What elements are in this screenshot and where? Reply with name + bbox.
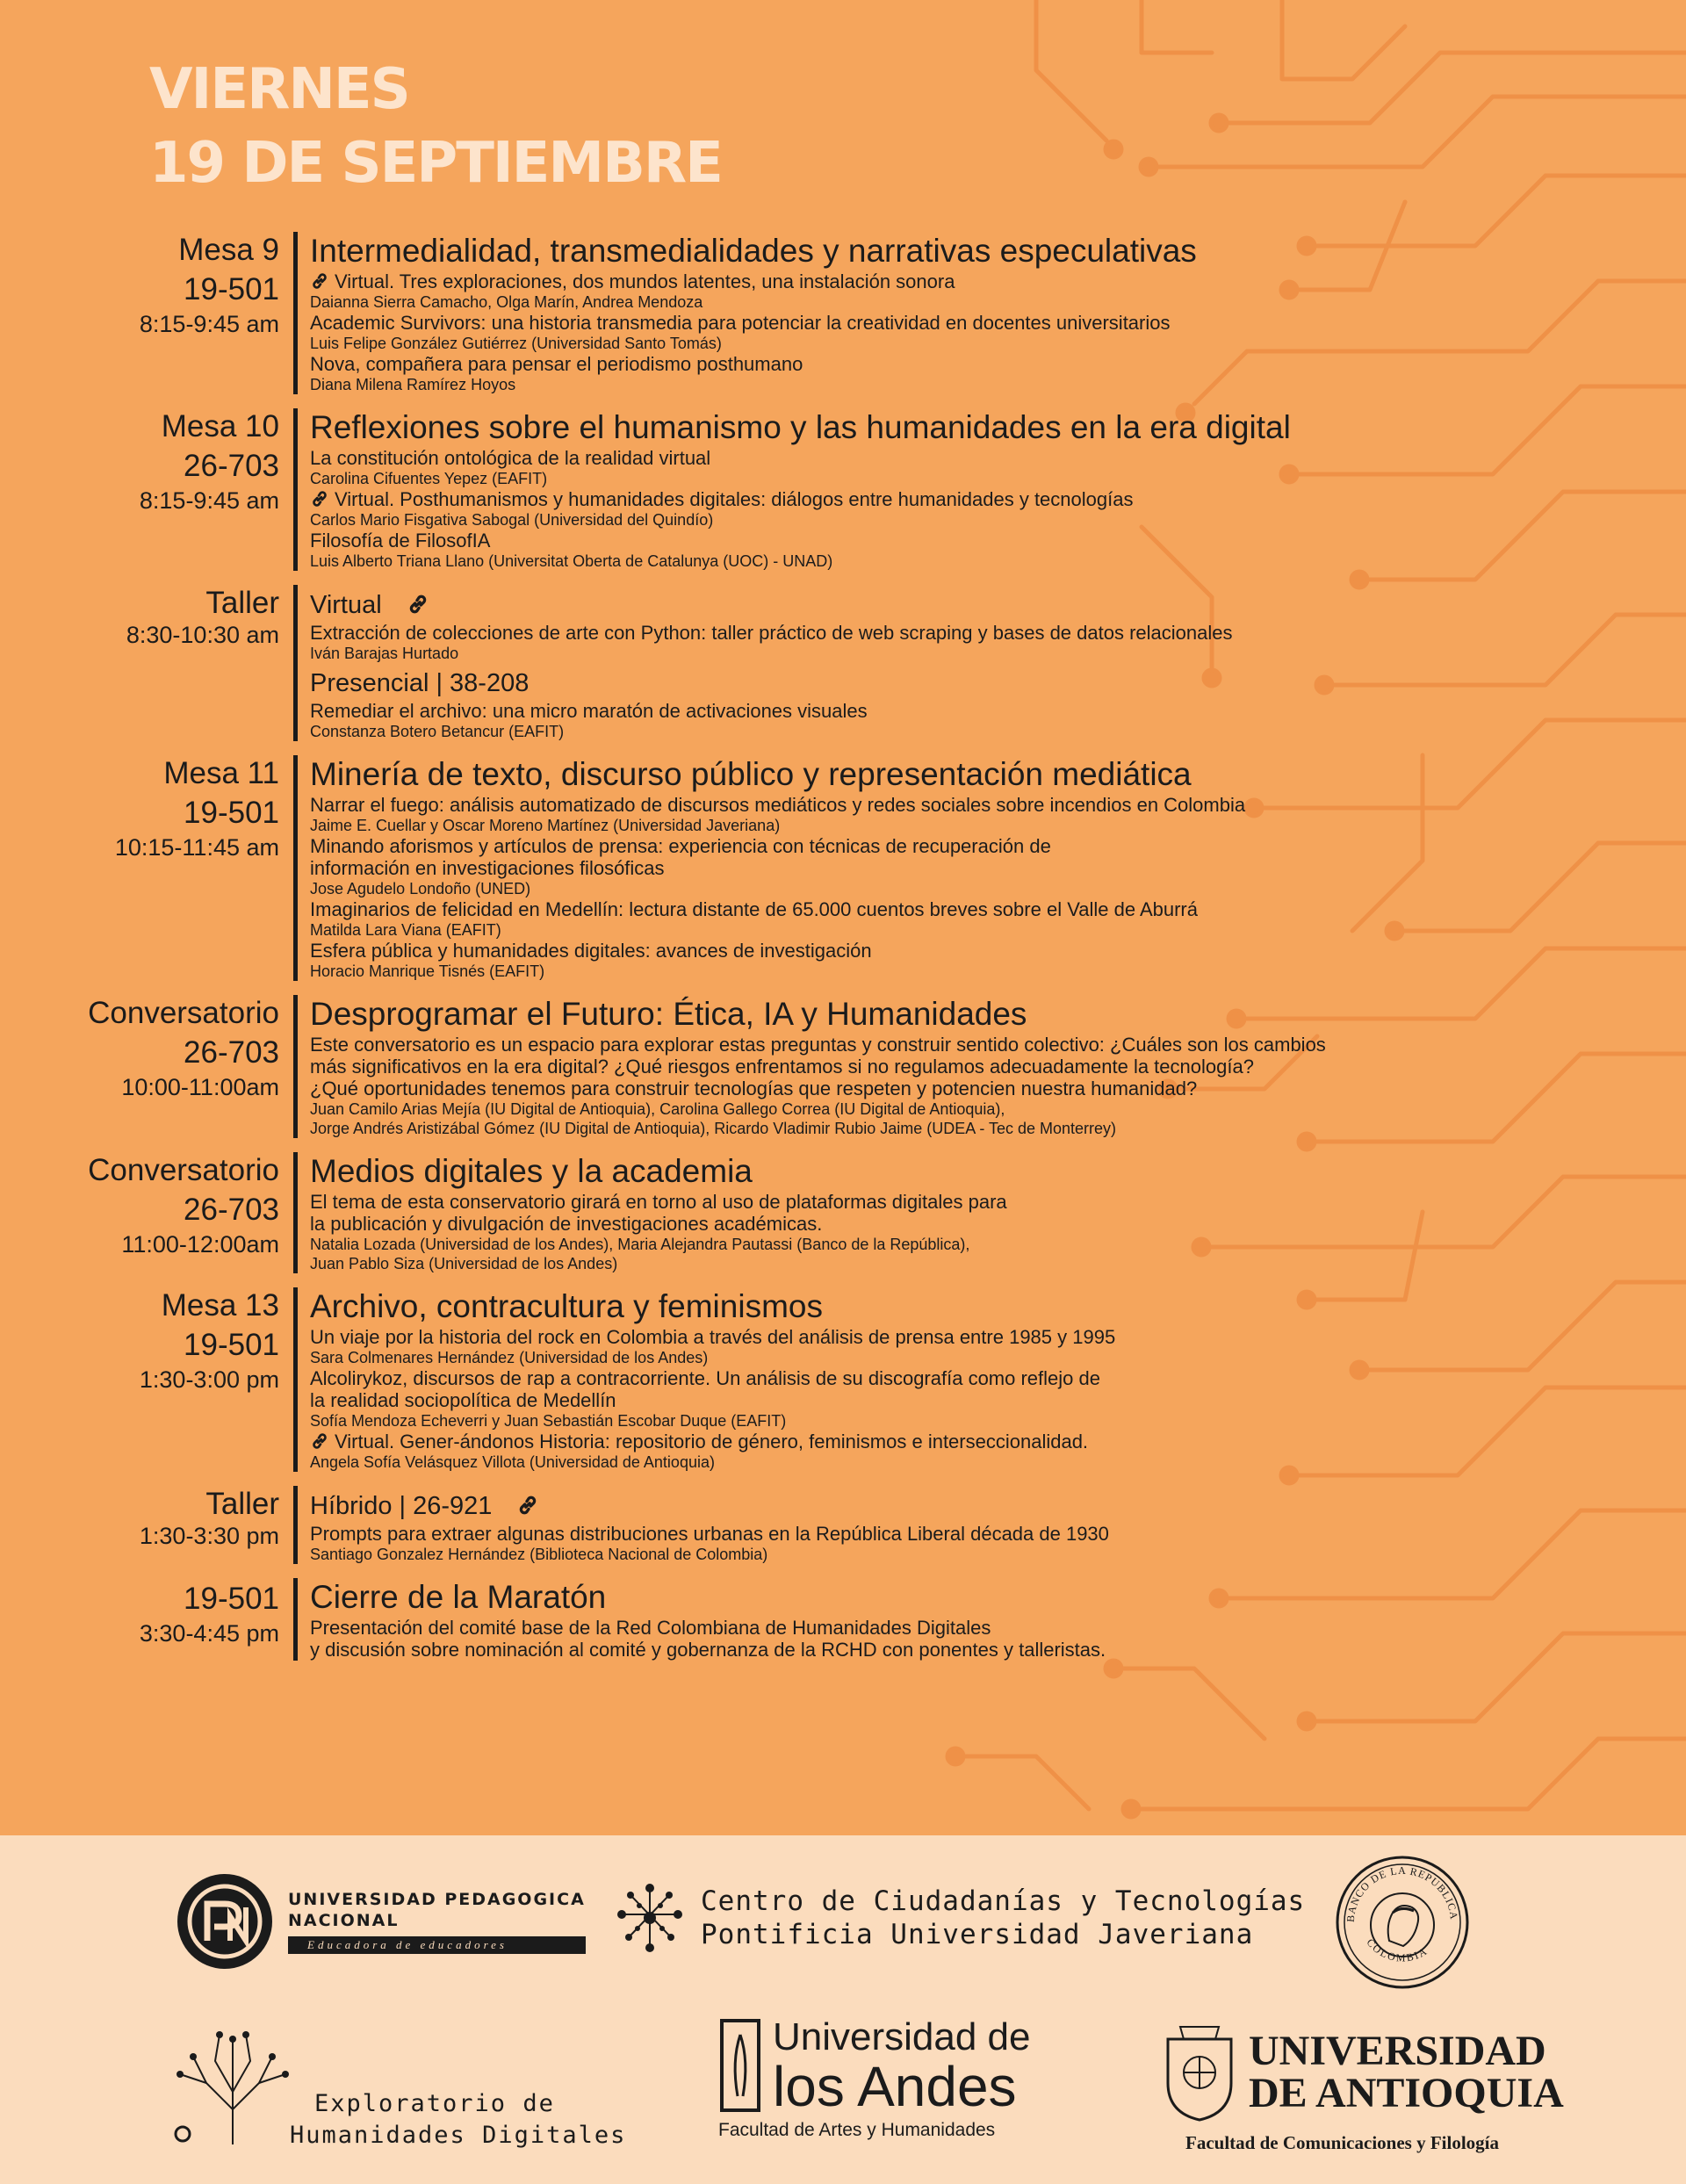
talk-title: Extracción de colecciones de arte con Python: taller práctico de web scraping y bases de datos relacionales [310, 622, 1233, 644]
session [0, 755, 1686, 981]
session-label: Mesa 11 [163, 756, 279, 790]
session-meta [0, 408, 293, 571]
session-room: 19-501 [184, 272, 279, 306]
header [149, 53, 722, 200]
talk-title-line: información en investigaciones filosóficas [310, 857, 665, 879]
talk-authors: Daianna Sierra Camacho, Olga Marín, Andrea Mendoza [310, 293, 703, 311]
andes-faculty: Facultad de Artes y Humanidades [718, 2120, 996, 2140]
session [0, 1287, 1686, 1472]
talk-title: Narrar el fuego: análisis automatizado de discursos mediáticos y redes sociales sobre incendios en Colombia [310, 794, 1246, 816]
session-label: Taller [205, 586, 279, 620]
session-label: Mesa 9 [178, 233, 279, 267]
talk-authors: Iván Barajas Hurtado [310, 645, 459, 662]
talk-authors: Horacio Manrique Tisnés (EAFIT) [310, 962, 545, 980]
cct-network-icon [613, 1881, 687, 1955]
talk-authors: Matilda Lara Viana (EAFIT) [310, 921, 501, 939]
talk-title: Nova, compañera para pensar el periodismo posthumano [310, 353, 803, 375]
session [0, 1152, 1686, 1273]
session-title: Medios digitales y la academia [310, 1153, 753, 1189]
talk-title: La constitución ontológica de la realidad virtual [310, 447, 711, 469]
session-body [293, 232, 1487, 394]
logo-udea[interactable] [1163, 2022, 1564, 2154]
talk-authors: Angela Sofía Velásquez Villota (Universidad de Antioquia) [310, 1453, 715, 1471]
session [0, 995, 1686, 1138]
talk-authors: Santiago Gonzalez Hernández (Biblioteca Nacional de Colombia) [310, 1546, 768, 1563]
udea-faculty: Facultad de Comunicaciones y Filología [1185, 2132, 1499, 2153]
session-body [293, 1486, 1487, 1564]
session-time: 8:30-10:30 am [126, 622, 279, 648]
session-label: Mesa 10 [161, 409, 279, 443]
talk-authors: Sara Colmenares Hernández (Universidad de los Andes) [310, 1349, 709, 1366]
session-label: Conversatorio [88, 996, 279, 1030]
session-time: 1:30-3:30 pm [139, 1523, 279, 1549]
session-body [293, 585, 1487, 741]
logo-upn[interactable] [176, 1872, 586, 1971]
session-meta [0, 995, 293, 1138]
talk-authors: Sofía Mendoza Echeverri y Juan Sebastián Escobar Duque (EAFIT) [310, 1412, 787, 1430]
talk-authors-line: Juan Camilo Arias Mejía (IU Digital de Antioquia), Carolina Gallego Correa (IU Digital de Antioquia), [310, 1100, 1005, 1118]
session-time: 1:30-3:00 pm [139, 1366, 279, 1393]
session [0, 1486, 1686, 1564]
upn-name-2: NACIONAL [288, 1911, 400, 1930]
talk-title: Remediar el archivo: una micro maratón de activaciones visuales [310, 700, 868, 722]
session-room: 19-501 [184, 796, 279, 830]
talk-authors: Diana Milena Ramírez Hoyos [310, 376, 516, 393]
session-body [293, 1287, 1487, 1472]
andes-emblem-icon [718, 2017, 762, 2114]
session-time: 10:15-11:45 am [114, 834, 279, 861]
session-title: Minería de texto, discurso público y representación mediática [310, 756, 1192, 792]
session-label: Conversatorio [88, 1153, 279, 1187]
talk-title: Imaginarios de felicidad en Medellín: lectura distante de 65.000 cuentos breves sobre el Valle de Aburrá [310, 898, 1198, 920]
session-time: 8:15-9:45 am [139, 311, 279, 337]
session-meta [0, 585, 293, 741]
workshop-modality: Virtual [310, 588, 1487, 622]
talk-authors: Constanza Botero Betancur (EAFIT) [310, 723, 565, 740]
talk-title: Filosofía de FilosofIA [310, 530, 491, 551]
exploratorio-line1: Exploratorio de [314, 2090, 555, 2117]
talk-title: Esfera pública y humanidades digitales: avances de investigación [310, 940, 872, 962]
session-time: 11:00-12:00am [121, 1231, 279, 1258]
session-meta [0, 232, 293, 394]
logo-exploratorio[interactable] [167, 2022, 626, 2153]
session-meta [0, 1486, 293, 1564]
banco-top-text: BANCO DE LA REPUBLICA [1344, 1863, 1461, 1923]
session-room: 26-703 [184, 1193, 279, 1227]
talk-authors: Luis Alberto Triana Llano (Universitat Oberta de Catalunya (UOC) - UNAD) [310, 552, 833, 570]
session-time: 3:30-4:45 pm [139, 1620, 279, 1647]
talk-authors: Jaime E. Cuellar y Oscar Moreno Martínez (Universidad Javeriana) [310, 817, 781, 834]
session-body [293, 408, 1487, 571]
session-title: Cierre de la Maratón [310, 1579, 607, 1615]
banco-bottom-text: COLOMBIA [1364, 1935, 1430, 1964]
session-meta [0, 1578, 293, 1661]
talk-authors: Jose Agudelo Londoño (UNED) [310, 880, 531, 897]
talk-title: Academic Survivors: una historia transmedia para potenciar la creatividad en docentes universitarios [310, 312, 1171, 334]
talk-title-line: y discusión sobre nominación al comité y gobernanza de la RCHD con ponentes y talleristas. [310, 1639, 1106, 1661]
udea-line2: DE ANTIOQUIA [1249, 2070, 1564, 2116]
workshop-modality: Híbrido | 26-921 [310, 1489, 1487, 1523]
talk-title-line: El tema de esta conservatorio girará en torno al uso de plataformas digitales para [310, 1191, 1007, 1213]
talk-title: Virtual. Gener-ándonos Historia: repositorio de género, feminismos e interseccionalidad. [310, 1431, 1487, 1452]
session-title: Intermedialidad, transmedialidades y narrativas especulativas [310, 233, 1197, 269]
udea-line1: UNIVERSIDAD [1249, 2028, 1546, 2074]
session-body [293, 995, 1487, 1138]
sponsor-logos [0, 1835, 1686, 2184]
talk-authors-line: Jorge Andrés Aristizábal Gómez (IU Digital de Antioquia), Ricardo Vladimir Rubio Jaime (UDEA - Tec de Monterrey) [310, 1120, 1117, 1137]
talk-title-line: más significativos en la era digital? ¿Qué riesgos enfrentamos si no regulamos adecuadamente la tecnología? [310, 1056, 1254, 1078]
session-time: 8:15-9:45 am [139, 487, 279, 514]
session-meta [0, 755, 293, 981]
day-heading: VIERNES [149, 57, 409, 122]
session [0, 408, 1686, 571]
andes-line1: Universidad de [773, 2015, 1031, 2058]
upn-name-1: UNIVERSIDAD PEDAGOGICA [288, 1890, 586, 1909]
logo-banco-republica[interactable] [1335, 1855, 1470, 1994]
link-icon[interactable] [310, 1431, 329, 1451]
session-meta [0, 1287, 293, 1472]
talk-title: Virtual. Tres exploraciones, dos mundos latentes, una instalación sonora [310, 270, 1487, 292]
link-icon[interactable] [407, 593, 429, 616]
session-label: Mesa 13 [161, 1288, 279, 1323]
date-heading: 19 DE SEPTIEMBRE [149, 131, 722, 196]
session-meta [0, 1152, 293, 1273]
talk-authors: Luis Felipe González Gutiérrez (Universidad Santo Tomás) [310, 335, 722, 352]
talk-title-line: Presentación del comité base de la Red Colombiana de Humanidades Digitales [310, 1617, 991, 1639]
talk-title: Virtual. Posthumanismos y humanidades digitales: diálogos entre humanidades y tecnologías [310, 488, 1487, 510]
upn-emblem-icon [176, 1872, 274, 1971]
logo-cct[interactable] [613, 1881, 1305, 1955]
exploratorio-line2: Humanidades Digitales [290, 2122, 627, 2149]
talk-title-line: Minando aforismos y artículos de prensa: experiencia con técnicas de recuperación de [310, 835, 1051, 857]
link-icon[interactable] [310, 489, 329, 508]
cct-university: Pontificia Universidad Javeriana [701, 1919, 1254, 1950]
andes-line2: los Andes [773, 2055, 1017, 2118]
session-label: Taller [205, 1487, 279, 1521]
session-time: 10:00-11:00am [121, 1074, 279, 1100]
session [0, 585, 1686, 741]
link-icon[interactable] [310, 271, 329, 291]
svg-text:COLOMBIA [1364, 1936, 1430, 1964]
talk-title: Prompts para extraer algunas distribuciones urbanas en la República Liberal década de 1930 [310, 1523, 1109, 1545]
program-list [0, 232, 1686, 1675]
talk-authors: Carlos Mario Fisgativa Sabogal (Universidad del Quindío) [310, 511, 714, 529]
session-room: 19-501 [184, 1582, 279, 1616]
workshop-modality: Presencial | 38-208 [310, 669, 530, 697]
session-room: 19-501 [184, 1328, 279, 1362]
talk-authors-line: Juan Pablo Siza (Universidad de los Andes) [310, 1255, 618, 1272]
udea-crest-icon [1163, 2022, 1236, 2123]
session-body [293, 1578, 1487, 1661]
talk-title-line: ¿Qué oportunidades tenemos para construir tecnologías que respeten y potencien nuestra humanidad? [310, 1078, 1198, 1099]
session-body [293, 1152, 1487, 1273]
session-room: 26-703 [184, 1035, 279, 1070]
session-title: Reflexiones sobre el humanismo y las humanidades en la era digital [310, 409, 1291, 445]
upn-tagline: Educadora de educadores [288, 1936, 586, 1954]
session-title: Archivo, contracultura y feminismos [310, 1288, 823, 1324]
tree-icon [167, 2022, 299, 2153]
session-title: Desprogramar el Futuro: Ética, IA y Humanidades [310, 996, 1027, 1032]
logo-andes[interactable] [718, 2016, 1031, 2141]
talk-title-line: la realidad sociopolítica de Medellín [310, 1389, 616, 1411]
banco-seal-icon [1335, 1855, 1470, 1990]
talk-authors-line: Natalia Lozada (Universidad de los Andes), Maria Alejandra Pautassi (Banco de la República), [310, 1236, 970, 1253]
session [0, 1578, 1686, 1661]
talk-title-line: la publicación y divulgación de investigaciones académicas. [310, 1213, 823, 1235]
cct-name: Centro de Ciudadanías y Tecnologías [701, 1885, 1306, 1917]
talk-title-line: Este conversatorio es un espacio para explorar estas preguntas y construir sentido colectivo: ¿Cuáles son los cambios [310, 1034, 1326, 1056]
session-room: 26-703 [184, 449, 279, 483]
talk-authors: Carolina Cifuentes Yepez (EAFIT) [310, 470, 548, 487]
talk-title: Un viaje por la historia del rock en Colombia a través del análisis de prensa entre 1985 y 1995 [310, 1326, 1116, 1348]
session-body [293, 755, 1487, 981]
session [0, 232, 1686, 394]
talk-title-line: Alcolirykoz, discursos de rap a contracorriente. Un análisis de su discografía como reflejo de [310, 1367, 1100, 1389]
link-icon[interactable] [516, 1494, 539, 1517]
